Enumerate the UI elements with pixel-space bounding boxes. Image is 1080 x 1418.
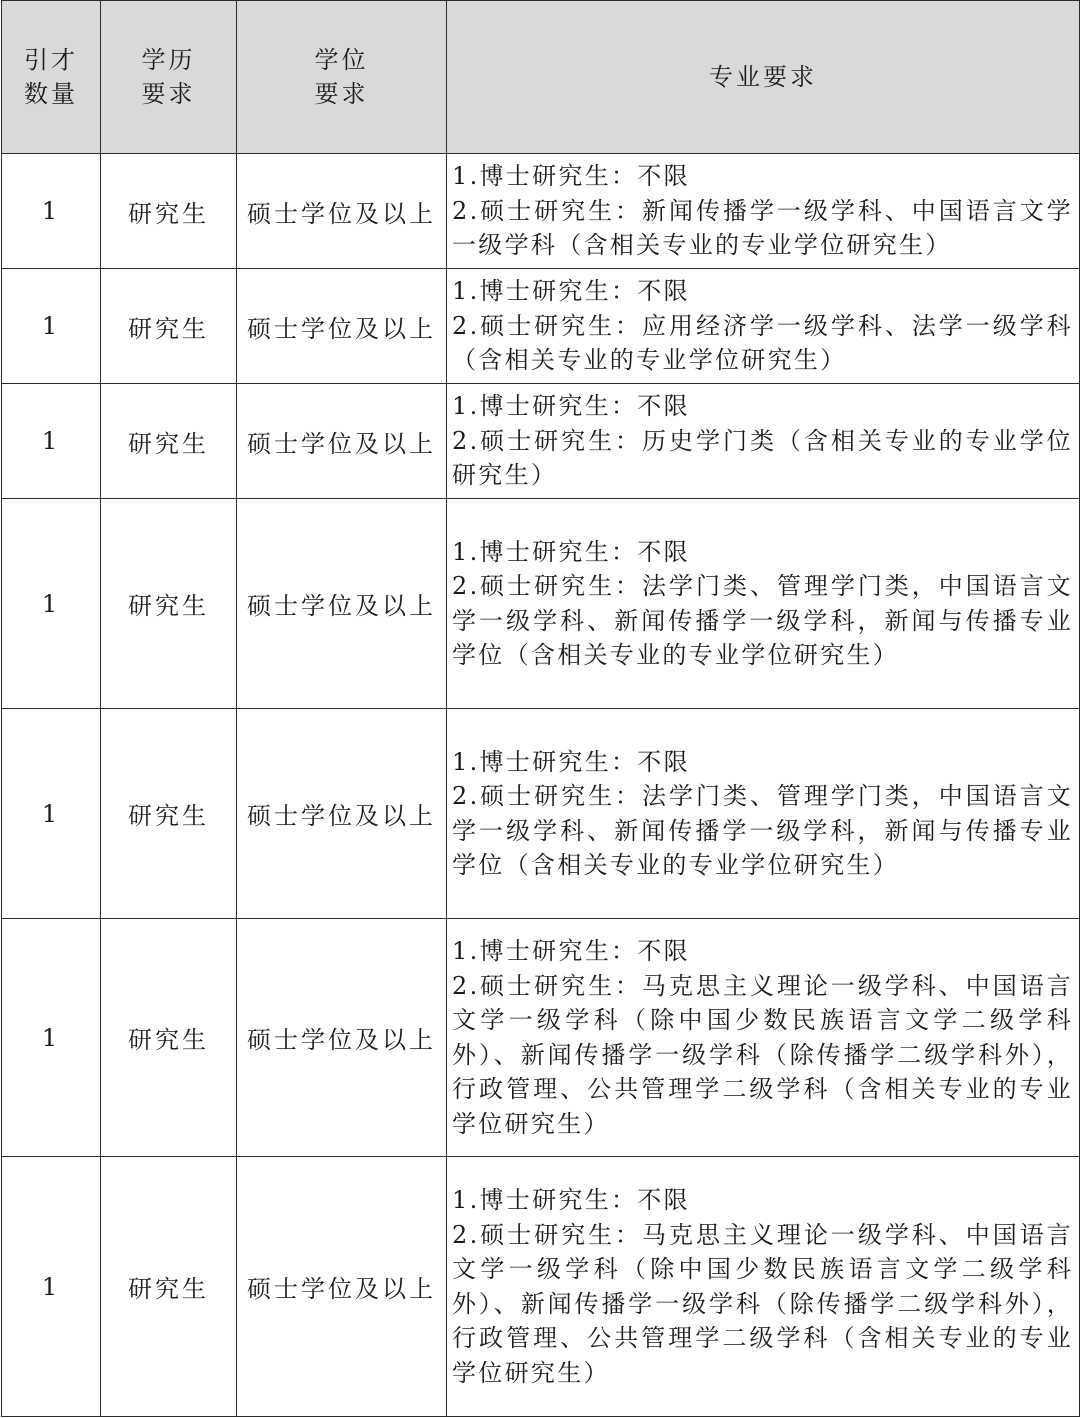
header-count-line2: 数量 — [24, 80, 78, 108]
major-line-master: 2.硕士研究生：历史学门类（含相关专业的专业学位研究生） — [452, 426, 1073, 490]
cell-education: 研究生 — [101, 499, 237, 709]
cell-count: 1 — [2, 269, 101, 384]
cell-degree: 硕士学位及以上 — [237, 709, 447, 919]
table-row — [2, 154, 1080, 269]
major-line-phd: 1.博士研究生：不限 — [452, 1186, 690, 1214]
talent-requirements-table — [1, 0, 1080, 1417]
cell-major — [447, 1157, 1080, 1417]
cell-count: 1 — [2, 919, 101, 1157]
cell-education: 研究生 — [101, 384, 237, 499]
header-degree-line2: 要求 — [314, 80, 369, 108]
cell-count: 1 — [2, 384, 101, 499]
major-line-phd: 1.博士研究生：不限 — [452, 277, 690, 306]
major-line-phd: 1.博士研究生：不限 — [452, 537, 690, 566]
header-major — [447, 1, 1080, 154]
header-count — [2, 1, 101, 154]
major-line-master: 2.硕士研究生：法学门类、管理学门类，中国语言文学一级学科、新闻传播学一级学科，新闻与传播专业学位（含相关专业的专业学位研究生） — [452, 782, 1073, 879]
cell-major — [447, 709, 1080, 919]
cell-degree: 硕士学位及以上 — [237, 499, 447, 709]
header-education — [101, 1, 237, 154]
header-count-line1: 引才 — [24, 46, 78, 74]
major-line-phd: 1.博士研究生：不限 — [452, 937, 690, 965]
cell-count: 1 — [2, 154, 101, 269]
header-major-label: 专业要求 — [709, 63, 817, 91]
cell-count: 1 — [2, 709, 101, 919]
major-line-master: 2.硕士研究生：马克思主义理论一级学科、中国语言文学一级学科（除中国少数民族语言文学二级学科外）、新闻传播学一级学科（除传播学二级学科外），行政管理、公共管理学二级学科（含相关专业的专业学位研究生） — [452, 1220, 1073, 1387]
major-line-master: 2.硕士研究生：马克思主义理论一级学科、中国语言文学一级学科（除中国少数民族语言文学二级学科外）、新闻传播学一级学科（除传播学二级学科外），行政管理、公共管理学二级学科（含相关专业的专业学位研究生） — [452, 971, 1073, 1138]
cell-major — [447, 269, 1080, 384]
cell-degree: 硕士学位及以上 — [237, 919, 447, 1157]
cell-education: 研究生 — [101, 154, 237, 269]
cell-major — [447, 919, 1080, 1157]
table-row — [2, 919, 1080, 1157]
table-row — [2, 499, 1080, 709]
header-row — [2, 1, 1080, 154]
cell-major — [447, 499, 1080, 709]
major-line-master: 2.硕士研究生：应用经济学一级学科、法学一级学科（含相关专业的专业学位研究生） — [452, 311, 1073, 375]
major-line-phd: 1.博士研究生：不限 — [452, 392, 690, 421]
major-line-phd: 1.博士研究生：不限 — [452, 747, 690, 776]
cell-major — [447, 384, 1080, 499]
table-row — [2, 709, 1080, 919]
major-line-phd: 1.博士研究生：不限 — [452, 162, 690, 191]
header-degree — [237, 1, 447, 154]
cell-education: 研究生 — [101, 1157, 237, 1417]
cell-education: 研究生 — [101, 269, 237, 384]
header-education-line2: 要求 — [141, 80, 196, 108]
table-row — [2, 1157, 1080, 1417]
cell-degree: 硕士学位及以上 — [237, 384, 447, 499]
cell-count: 1 — [2, 499, 101, 709]
header-degree-line1: 学位 — [314, 46, 369, 74]
cell-degree: 硕士学位及以上 — [237, 269, 447, 384]
cell-count: 1 — [2, 1157, 101, 1417]
table-row — [2, 384, 1080, 499]
cell-degree: 硕士学位及以上 — [237, 154, 447, 269]
header-education-line1: 学历 — [141, 46, 196, 74]
table-row — [2, 269, 1080, 384]
cell-education: 研究生 — [101, 919, 237, 1157]
major-line-master: 2.硕士研究生：新闻传播学一级学科、中国语言文学一级学科（含相关专业的专业学位研究生） — [452, 196, 1073, 260]
major-line-master: 2.硕士研究生：法学门类、管理学门类，中国语言文学一级学科、新闻传播学一级学科，新闻与传播专业学位（含相关专业的专业学位研究生） — [452, 572, 1073, 669]
cell-education: 研究生 — [101, 709, 237, 919]
cell-degree: 硕士学位及以上 — [237, 1157, 447, 1417]
cell-major — [447, 154, 1080, 269]
